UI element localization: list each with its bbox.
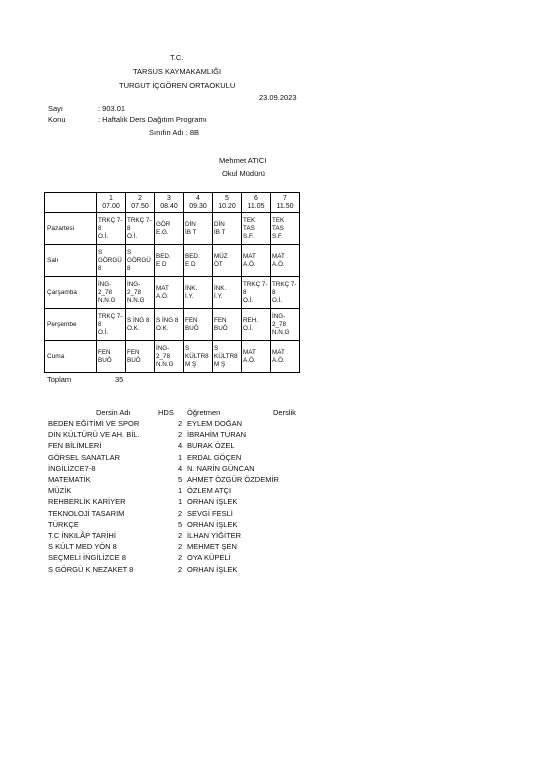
period-header-cell bbox=[155, 193, 184, 213]
lesson-cell-line: İNG- bbox=[156, 344, 170, 352]
day-name: Salı bbox=[45, 245, 97, 277]
period-header-cell bbox=[97, 193, 126, 213]
lesson-cell-line: N.N.G bbox=[272, 328, 290, 336]
lesson-cell bbox=[97, 213, 126, 245]
lesson-cell-line: A.Ö. bbox=[272, 356, 285, 364]
lesson-cell-line: O.İ. bbox=[98, 328, 109, 336]
course-name: TÜRKÇE bbox=[48, 519, 79, 529]
period-number: 7 bbox=[283, 194, 287, 202]
lesson-cell-line: İNK. bbox=[185, 284, 198, 292]
lesson-cell bbox=[184, 277, 213, 309]
konu-value: : Haftalık Ders Dağıtım Programı bbox=[98, 115, 207, 124]
day-name: Çarşamba bbox=[45, 277, 97, 309]
lesson-cell bbox=[271, 277, 300, 309]
lesson-cell bbox=[242, 245, 271, 277]
period-header-cell bbox=[184, 193, 213, 213]
lesson-cell-line: O.K. bbox=[127, 324, 140, 332]
schedule-day-row bbox=[45, 341, 300, 373]
lesson-cell-line: MAT bbox=[272, 252, 285, 260]
lesson-cell-line: S bbox=[185, 344, 190, 352]
course-hours: 4 bbox=[178, 463, 183, 473]
lesson-cell bbox=[155, 341, 184, 373]
course-name: T.C İNKILÂP TARİHİ bbox=[48, 531, 116, 540]
schedule-day-row bbox=[45, 309, 300, 341]
lesson-cell bbox=[242, 213, 271, 245]
course-row bbox=[48, 486, 348, 497]
lesson-cell-line: İ.Y. bbox=[214, 292, 223, 300]
lesson-cell bbox=[97, 245, 126, 277]
course-name: S GÖRGÜ K NEZAKET 8 bbox=[48, 564, 134, 574]
course-row bbox=[48, 565, 348, 576]
lesson-cell-line: TAS bbox=[243, 224, 255, 232]
lesson-cell bbox=[126, 245, 155, 277]
course-hours: 1 bbox=[178, 497, 183, 507]
lesson-cell-line: S bbox=[214, 344, 219, 352]
lesson-cell-line: FEN bbox=[185, 316, 198, 324]
lesson-cell-line: İNG- bbox=[272, 312, 286, 320]
lesson-cell-line: 2_78 bbox=[98, 288, 113, 296]
course-teacher: OYA KÜPELİ bbox=[187, 553, 231, 563]
lesson-cell bbox=[155, 213, 184, 245]
course-name: TEKNOLOJİ TASARIM bbox=[48, 508, 125, 518]
lesson-cell-line: S bbox=[98, 248, 103, 256]
lesson-cell-line: BUÖ bbox=[214, 324, 228, 332]
lesson-cell-line: ÖT bbox=[214, 260, 223, 268]
course-teacher: ORHAN İŞLEK bbox=[187, 497, 238, 507]
course-teacher: N. NARİN GÜNCAN bbox=[187, 463, 255, 473]
period-number: 1 bbox=[109, 194, 113, 202]
lesson-cell bbox=[271, 245, 300, 277]
document-date: 23.09.2023 bbox=[259, 93, 297, 102]
lesson-cell-line: TRKÇ 7- bbox=[98, 312, 123, 320]
period-number: 5 bbox=[225, 194, 229, 202]
lesson-cell-line: O.İ. bbox=[127, 232, 138, 240]
course-name: FEN BİLİMLERİ bbox=[48, 441, 102, 451]
lesson-cell-line: MAT bbox=[243, 348, 256, 356]
lesson-cell-line: M Ş bbox=[214, 360, 226, 368]
course-row bbox=[48, 553, 348, 564]
course-name: SEÇMELİ İNGİLİZCE 8 bbox=[48, 553, 126, 563]
lesson-cell bbox=[242, 309, 271, 341]
lesson-cell-line: E D bbox=[185, 260, 196, 268]
course-hours: 2 bbox=[178, 508, 183, 518]
lesson-cell-line: TEK bbox=[272, 216, 285, 224]
course-row bbox=[48, 531, 348, 542]
lesson-cell-line: BED. bbox=[156, 252, 171, 260]
period-time: 09.30 bbox=[189, 202, 207, 210]
course-teacher: ERDAL GÖÇEN bbox=[187, 452, 242, 462]
period-header-cell bbox=[242, 193, 271, 213]
lesson-cell-line: S.F. bbox=[243, 232, 254, 240]
lesson-cell bbox=[213, 213, 242, 245]
lesson-cell-line: 8 bbox=[127, 224, 131, 232]
course-row bbox=[48, 419, 348, 430]
lesson-cell-line: S İNG 8 bbox=[156, 316, 179, 324]
course-hours: 5 bbox=[178, 475, 183, 484]
lesson-cell-line: FEN bbox=[127, 348, 140, 356]
lesson-cell bbox=[155, 309, 184, 341]
lesson-cell-line: İB T bbox=[185, 228, 197, 236]
lesson-cell bbox=[184, 309, 213, 341]
lesson-cell-line: KÜLTR8 bbox=[185, 352, 209, 360]
lesson-cell-line: TRKÇ 7- bbox=[98, 216, 123, 224]
lesson-cell-line: O.K. bbox=[156, 324, 169, 332]
lesson-cell bbox=[184, 213, 213, 245]
lesson-cell-line: N.N.G bbox=[98, 296, 116, 304]
sayi-label: Sayı bbox=[48, 104, 64, 113]
course-name: DİN KÜLTÜRÜ VE AH. BİL. bbox=[48, 430, 140, 440]
lesson-cell-line: İNK. bbox=[214, 284, 227, 292]
lesson-cell-line: 2_78 bbox=[272, 320, 287, 328]
schedule-day-row bbox=[45, 213, 300, 245]
lesson-cell-line: DİN bbox=[185, 220, 196, 228]
header-school: TURGUT İÇGÖREN ORTAOKULU bbox=[119, 81, 236, 90]
lesson-cell bbox=[97, 277, 126, 309]
lesson-cell-line: 2_78 bbox=[127, 288, 142, 296]
class-name: Sınıfın Adı : 8B bbox=[149, 128, 200, 137]
course-row bbox=[48, 430, 348, 441]
lesson-cell-line: 8 bbox=[272, 288, 276, 296]
course-teacher: ORHAN İŞLEK bbox=[187, 564, 238, 574]
lesson-cell-line: REH. bbox=[243, 316, 259, 324]
period-time: 10.20 bbox=[218, 202, 236, 210]
schedule-corner-cell bbox=[45, 193, 97, 213]
lesson-cell-line: E D bbox=[156, 260, 167, 268]
course-header-room: Derslik bbox=[273, 408, 296, 417]
lesson-cell-line: BUÖ bbox=[127, 356, 141, 364]
course-name: GÖRSEL SANATLAR bbox=[48, 452, 121, 462]
lesson-cell-line: 8 bbox=[98, 320, 102, 328]
lesson-cell-line: BED. bbox=[185, 252, 200, 260]
period-time: 08.40 bbox=[160, 202, 178, 210]
lesson-cell-line: FEN bbox=[98, 348, 111, 356]
lesson-cell bbox=[271, 213, 300, 245]
lesson-cell-line: 8 bbox=[98, 264, 102, 272]
course-hours: 1 bbox=[178, 486, 183, 496]
day-name: Perşembe bbox=[45, 309, 97, 341]
day-name: Pazartesi bbox=[45, 213, 97, 245]
course-teacher: ORHAN İŞLEK bbox=[187, 519, 238, 529]
header-district: TARSUS KAYMAKAMLIĞI bbox=[133, 67, 222, 76]
lesson-cell-line: GÖR bbox=[156, 220, 171, 228]
lesson-cell bbox=[126, 213, 155, 245]
principal-title: Okul Müdürü bbox=[222, 169, 265, 178]
lesson-cell-line: E.G. bbox=[156, 228, 169, 236]
lesson-cell-line: İB T bbox=[214, 228, 226, 236]
lesson-cell-line: FEN bbox=[214, 316, 227, 324]
lesson-cell bbox=[155, 277, 184, 309]
course-hours: 5 bbox=[178, 519, 183, 529]
lesson-cell-line: MAT bbox=[156, 284, 169, 292]
lesson-cell-line: BUÖ bbox=[185, 324, 199, 332]
course-teacher: ÖZLEM ATÇI bbox=[187, 486, 232, 496]
total-value: 35 bbox=[115, 375, 124, 384]
period-header-cell bbox=[213, 193, 242, 213]
lesson-cell-line: M Ş bbox=[185, 360, 197, 368]
course-hours: 2 bbox=[178, 419, 183, 428]
lesson-cell-line: TRKÇ 7- bbox=[127, 216, 152, 224]
lesson-cell-line: İ.Y. bbox=[185, 292, 194, 300]
lesson-cell bbox=[126, 309, 155, 341]
period-time: 11.05 bbox=[247, 202, 265, 210]
schedule-header-row bbox=[45, 193, 300, 213]
course-name: MÜZİK bbox=[48, 486, 72, 496]
course-hours: 2 bbox=[178, 531, 183, 540]
period-number: 6 bbox=[254, 194, 258, 202]
period-header-cell bbox=[126, 193, 155, 213]
course-header-hds: HDS bbox=[158, 408, 174, 417]
lesson-cell-line: KÜLTR8 bbox=[214, 352, 238, 360]
principal-name: Mehmet ATICI bbox=[219, 156, 267, 165]
lesson-cell-line: O.İ. bbox=[243, 324, 254, 332]
course-row bbox=[48, 464, 348, 475]
course-row bbox=[48, 453, 348, 464]
lesson-cell-line: TAS bbox=[272, 224, 284, 232]
lesson-cell-line: TRKÇ 7- bbox=[243, 280, 268, 288]
course-name: BEDEN EĞİTİMİ VE SPOR bbox=[48, 419, 140, 428]
course-hours: 4 bbox=[178, 441, 183, 451]
course-teacher: SEVGİ FESLİ bbox=[187, 508, 233, 518]
course-row bbox=[48, 475, 348, 486]
lesson-cell bbox=[213, 245, 242, 277]
period-number: 4 bbox=[196, 194, 200, 202]
lesson-cell bbox=[155, 245, 184, 277]
course-hours: 2 bbox=[178, 564, 183, 574]
period-time: 11.50 bbox=[276, 202, 294, 210]
sayi-value: : 903.01 bbox=[98, 104, 126, 113]
lesson-cell-line: DİN bbox=[214, 220, 225, 228]
lesson-cell bbox=[271, 341, 300, 373]
lesson-cell-line: TRKÇ 7- bbox=[272, 280, 297, 288]
lesson-cell-line: 8 bbox=[98, 224, 102, 232]
total-label: Toplam bbox=[47, 375, 72, 384]
lesson-cell-line: GÖRGÜ bbox=[127, 256, 151, 264]
lesson-cell bbox=[97, 341, 126, 373]
header-tc: T.C. bbox=[170, 53, 184, 62]
course-teacher: MEHMET ŞEN bbox=[187, 542, 237, 552]
course-hours: 2 bbox=[178, 553, 183, 563]
course-name: S KÜLT MED YÖN 8 bbox=[48, 542, 117, 552]
period-time: 07.00 bbox=[102, 202, 120, 210]
lesson-cell-line: A.Ö. bbox=[156, 292, 169, 300]
lesson-cell bbox=[271, 309, 300, 341]
course-row bbox=[48, 441, 348, 452]
period-number: 2 bbox=[138, 194, 142, 202]
period-header-cell bbox=[271, 193, 300, 213]
course-teacher: AHMET ÖZGÜR ÖZDEMİR bbox=[187, 475, 279, 484]
lesson-cell-line: O.İ. bbox=[272, 296, 283, 304]
period-number: 3 bbox=[167, 194, 171, 202]
lesson-cell-line: GÖRGÜ bbox=[98, 256, 122, 264]
course-name: REHBERLİK KARİYER bbox=[48, 497, 126, 507]
lesson-cell bbox=[184, 341, 213, 373]
lesson-cell bbox=[184, 245, 213, 277]
lesson-cell-line: İNG- bbox=[127, 280, 141, 288]
course-name: MATEMATİK bbox=[48, 475, 91, 484]
weekly-schedule-table bbox=[44, 192, 300, 373]
course-teacher: İBRAHİM TURAN bbox=[187, 430, 247, 440]
lesson-cell-line: MÜZ bbox=[214, 252, 228, 260]
course-row bbox=[48, 497, 348, 508]
day-name: Cuma bbox=[45, 341, 97, 373]
schedule-day-row bbox=[45, 245, 300, 277]
course-teacher: BURAK ÖZEL bbox=[187, 441, 235, 451]
period-time: 07.50 bbox=[131, 202, 149, 210]
course-hours: 2 bbox=[178, 542, 183, 552]
course-name: İNGİLİZCE7-8 bbox=[48, 463, 96, 473]
course-row bbox=[48, 509, 348, 520]
lesson-cell-line: O.İ. bbox=[98, 232, 109, 240]
lesson-cell-line: 8 bbox=[127, 264, 131, 272]
lesson-cell bbox=[213, 277, 242, 309]
lesson-cell-line: BUÖ bbox=[98, 356, 112, 364]
lesson-cell bbox=[126, 341, 155, 373]
course-row bbox=[48, 542, 348, 553]
lesson-cell-line: MAT bbox=[243, 252, 256, 260]
lesson-cell-line: A.Ö. bbox=[243, 356, 256, 364]
course-teacher: İLHAN YİĞİTER bbox=[187, 531, 242, 540]
lesson-cell-line: İNG- bbox=[98, 280, 112, 288]
course-header-name: Dersin Adı bbox=[96, 408, 131, 417]
lesson-cell bbox=[97, 309, 126, 341]
course-header-teacher: Öğretmen bbox=[187, 408, 221, 417]
lesson-cell-line: O.İ. bbox=[243, 296, 254, 304]
lesson-cell bbox=[213, 341, 242, 373]
lesson-cell bbox=[213, 309, 242, 341]
lesson-cell-line: A.Ö. bbox=[272, 260, 285, 268]
lesson-cell-line: S.F. bbox=[272, 232, 283, 240]
lesson-cell-line: TEK bbox=[243, 216, 256, 224]
lesson-cell-line: N.N.G bbox=[127, 296, 145, 304]
konu-label: Konu bbox=[48, 115, 66, 124]
lesson-cell-line: N.N.G bbox=[156, 360, 174, 368]
lesson-cell-line: S İNG 8 bbox=[127, 316, 150, 324]
lesson-cell bbox=[126, 277, 155, 309]
course-hours: 2 bbox=[178, 430, 183, 440]
course-row bbox=[48, 520, 348, 531]
schedule-day-row bbox=[45, 277, 300, 309]
lesson-cell-line: S bbox=[127, 248, 132, 256]
lesson-cell-line: 2_78 bbox=[156, 352, 171, 360]
lesson-cell-line: 8 bbox=[243, 288, 247, 296]
course-hours: 1 bbox=[178, 452, 183, 462]
lesson-cell bbox=[242, 277, 271, 309]
lesson-cell-line: A.Ö. bbox=[243, 260, 256, 268]
lesson-cell bbox=[242, 341, 271, 373]
lesson-cell-line: MAT bbox=[272, 348, 285, 356]
course-teacher: EYLEM DOĞAN bbox=[187, 419, 243, 428]
